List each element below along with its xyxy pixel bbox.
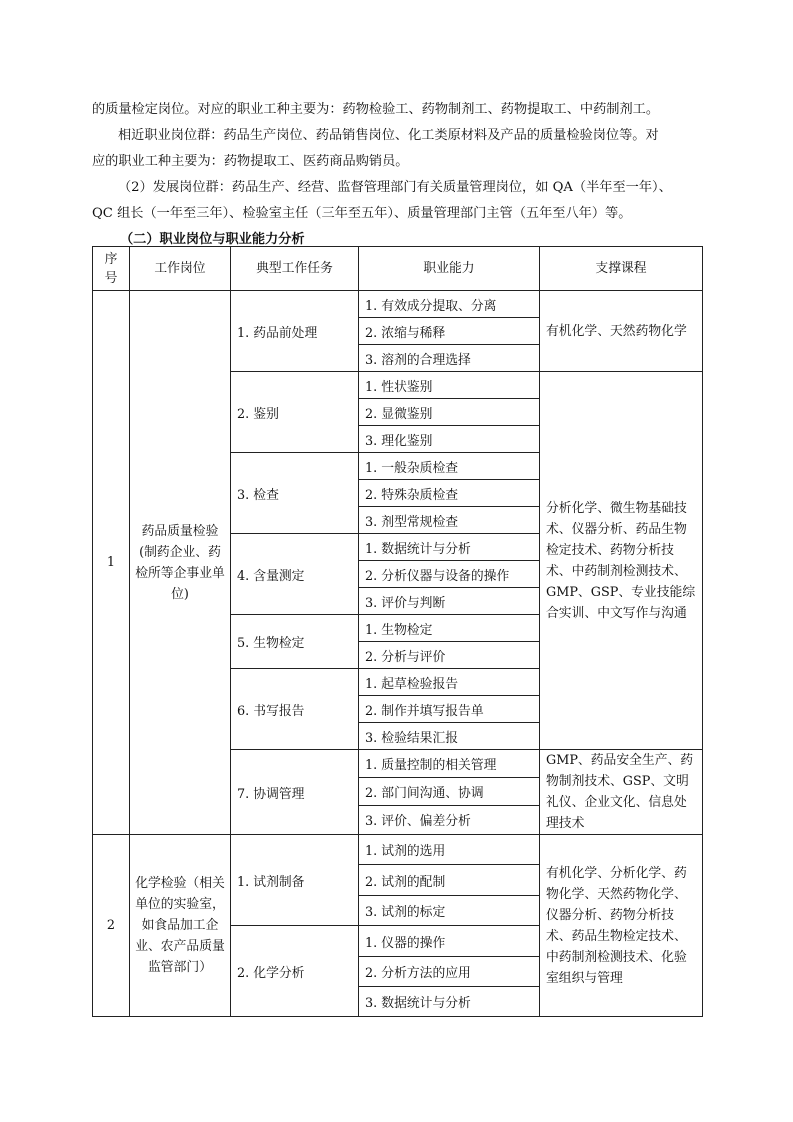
row1-ability: 2. 特殊杂质检查	[359, 480, 540, 507]
row2-ability: 3. 试剂的标定	[359, 896, 540, 926]
row2-ability: 3. 数据统计与分析	[359, 987, 540, 1017]
row2-seq: 2	[93, 835, 130, 1017]
row1-ability: 2. 浓缩与稀释	[359, 318, 540, 345]
row1-course-2: 分析化学、微生物基础技术、仪器分析、药品生物检定技术、药物分析技术、中药制剂检测技术、GMP、GSP、专业技能综合实训、中文写作与沟通	[540, 372, 703, 750]
header-course: 支撑课程	[540, 247, 703, 291]
row1-ability: 3. 检验结果汇报	[359, 723, 540, 750]
row1-ability: 3. 理化鉴别	[359, 426, 540, 453]
row1-task-4: 4. 含量测定	[231, 534, 359, 615]
header-task: 典型工作任务	[231, 247, 359, 291]
row1-task-5: 5. 生物检定	[231, 615, 359, 669]
intro-line-5: QC 组长（一年至三年）、检验室主任（三年至五年）、质量管理部门主管（五年至八年）等。	[92, 206, 632, 221]
row1-ability: 2. 分析仪器与设备的操作	[359, 561, 540, 588]
row1-task-6: 6. 书写报告	[231, 669, 359, 750]
row1-task-1: 1. 药品前处理	[231, 291, 359, 372]
row2-ability: 2. 分析方法的应用	[359, 957, 540, 987]
table-header-row	[93, 247, 703, 291]
row1-ability: 3. 溶剂的合理选择	[359, 345, 540, 372]
row1-task-3: 3. 检查	[231, 453, 359, 534]
row1-seq: 1	[93, 291, 130, 835]
row1-ability: 2. 部门间沟通、协调	[359, 777, 540, 805]
row1-post: 药品质量检验(制药企业、药检所等企事业单位)	[130, 291, 231, 835]
row2-task-2: 2. 化学分析	[231, 926, 359, 1017]
row1-ability: 1. 一般杂质检查	[359, 453, 540, 480]
row1-ability: 3. 剂型常规检查	[359, 507, 540, 534]
row1-ability: 3. 评价、偏差分析	[359, 805, 540, 834]
intro-line-4: （2）发展岗位群：药品生产、经营、监督管理部门有关质量管理岗位，如 QA（半年至一年）、	[118, 180, 672, 195]
intro-line-1: 的质量检定岗位。对应的职业工种主要为：药物检验工、药物制剂工、药物提取工、中药制剂工。	[92, 102, 660, 117]
row1-ability: 1. 有效成分提取、分离	[359, 291, 540, 318]
header-post: 工作岗位	[130, 247, 231, 291]
row1-course-3: GMP、药品安全生产、药物制剂技术、GSP、文明礼仪、企业文化、信息处理技术	[540, 750, 703, 835]
row1-ability: 1. 质量控制的相关管理	[359, 750, 540, 778]
row1-task-2: 2. 鉴别	[231, 372, 359, 453]
row2-ability: 1. 仪器的操作	[359, 926, 540, 957]
row1-ability: 2. 显微鉴别	[359, 399, 540, 426]
row1-ability: 2. 制作并填写报告单	[359, 696, 540, 723]
header-ability: 职业能力	[359, 247, 540, 291]
row2-ability: 1. 试剂的选用	[359, 835, 540, 865]
header-seq: 序 号	[93, 247, 130, 291]
row1-ability: 1. 起草检验报告	[359, 669, 540, 696]
job-ability-table	[92, 246, 703, 1017]
row2-course: 有机化学、分析化学、药物化学、天然药物化学、仪器分析、药物分析技术、药品生物检定技术、中药制剂检测技术、化验室组织与管理	[540, 835, 703, 1017]
row1-course-1: 有机化学、天然药物化学	[540, 291, 703, 372]
row2-post: 化学检验（相关单位的实验室，如食品加工企业、农产品质量监管部门）	[130, 835, 231, 1017]
row1-task-7: 7. 协调管理	[231, 750, 359, 835]
table-row	[93, 291, 703, 318]
intro-line-3: 应的职业工种主要为：药物提取工、医药商品购销员。	[92, 154, 409, 169]
row2-ability: 2. 试剂的配制	[359, 865, 540, 896]
row1-ability: 2. 分析与评价	[359, 642, 540, 669]
row1-ability: 1. 数据统计与分析	[359, 534, 540, 561]
row1-ability: 3. 评价与判断	[359, 588, 540, 615]
table-row	[93, 835, 703, 865]
row1-ability: 1. 生物检定	[359, 615, 540, 642]
row1-ability: 1. 性状鉴别	[359, 372, 540, 399]
intro-line-2: 相近职业岗位群：药品生产岗位、药品销售岗位、化工类原材料及产品的质量检验岗位等。对	[118, 128, 659, 143]
section-heading: （二）职业岗位与职业能力分析	[120, 232, 305, 247]
row2-task-1: 1. 试剂制备	[231, 835, 359, 926]
